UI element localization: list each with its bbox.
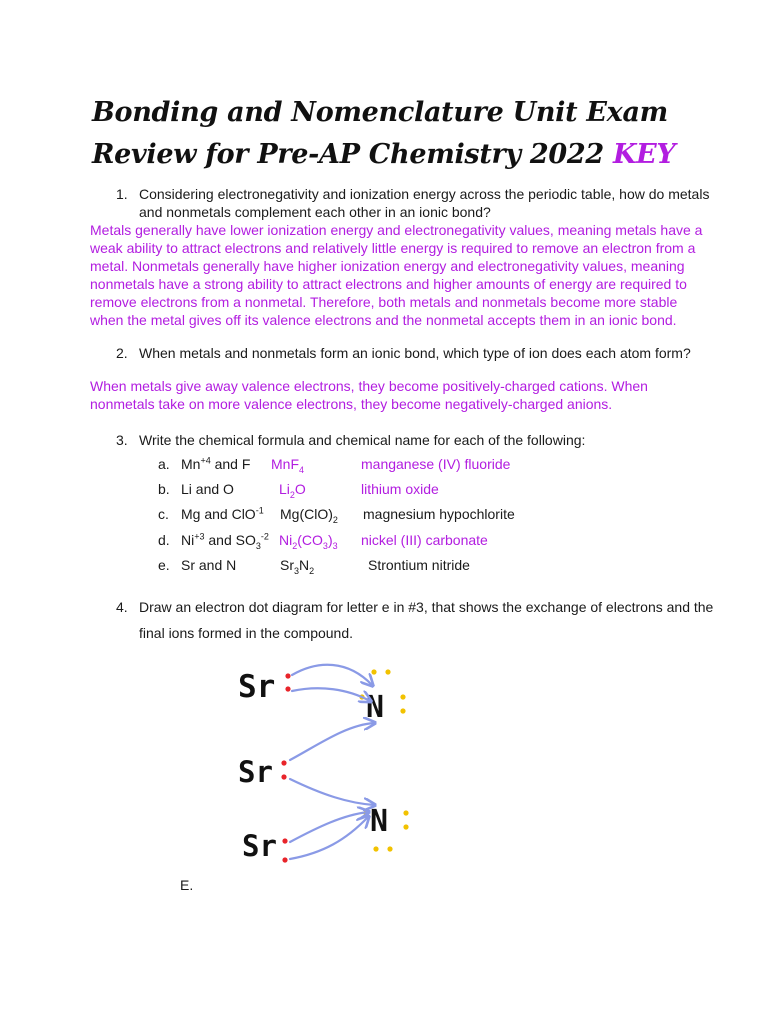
row-name: lithium oxide bbox=[361, 481, 439, 497]
n-electron-dot bbox=[371, 669, 376, 674]
formula-row bbox=[158, 531, 758, 549]
row-name: magnesium hypochlorite bbox=[363, 506, 515, 522]
row-formula: MnF$_4$ bbox=[271, 456, 305, 475]
n-electron-dot bbox=[373, 846, 378, 851]
page-title bbox=[92, 92, 732, 176]
trailing-label: E. bbox=[180, 877, 194, 893]
question-number: 3. bbox=[116, 432, 128, 448]
sr-electron-dot bbox=[281, 760, 286, 765]
formula-row bbox=[158, 455, 758, 473]
row-name: Strontium nitride bbox=[368, 557, 470, 573]
electron-transfer-arrows bbox=[290, 665, 374, 859]
formula-row bbox=[158, 480, 758, 498]
n-symbol: N bbox=[370, 804, 389, 839]
row-formula: $Li_2O$ bbox=[279, 481, 306, 500]
question-number: 4. bbox=[116, 599, 128, 615]
row-pair: Mg and ClO$^{-1}$ bbox=[181, 505, 264, 522]
row-letter: e. bbox=[158, 557, 170, 573]
row-letter: c. bbox=[158, 506, 169, 522]
row-pair: Sr and N bbox=[181, 557, 237, 573]
row-pair: Li and O bbox=[181, 481, 234, 497]
question-number: 2. bbox=[116, 345, 128, 361]
question-line: Considering electronegativity and ionization energy across the periodic table, how do metals bbox=[139, 186, 710, 202]
answer-line: nonmetals have a strong ability to attract electrons and higher amounts of energy are required to bbox=[90, 276, 687, 292]
transfer-arrow bbox=[292, 665, 372, 685]
answer-1 bbox=[90, 221, 730, 329]
n-electron-dot bbox=[385, 669, 390, 674]
answer-2 bbox=[90, 377, 730, 413]
row-name: nickel (III) carbonate bbox=[361, 532, 488, 548]
question-line: final ions formed in the compound. bbox=[139, 625, 354, 641]
question-2 bbox=[116, 344, 736, 362]
row-name: manganese (IV) fluoride bbox=[361, 456, 511, 472]
question-line: When metals and nonmetals form an ionic bond, which type of ion does each atom form? bbox=[139, 345, 691, 361]
question-line: Draw an electron dot diagram for letter e in #3, that shows the exchange of electrons and the bbox=[139, 599, 714, 615]
title-main: Bonding and Nomenclature Unit Exam Review for Pre-AP Chemistry 2022 bbox=[92, 97, 668, 170]
n-electron-dot bbox=[403, 810, 408, 815]
formula-row bbox=[158, 556, 758, 574]
n-symbol: N bbox=[366, 690, 385, 725]
transfer-arrow bbox=[292, 688, 370, 701]
question-4 bbox=[116, 598, 756, 644]
row-letter: b. bbox=[158, 481, 170, 497]
sr-electron-dot bbox=[282, 838, 287, 843]
sr-electron-dot bbox=[282, 857, 287, 862]
sr-symbol: Sr bbox=[238, 669, 276, 705]
n-electron-dot bbox=[400, 708, 405, 713]
answer-line: weak ability to attract electrons and relatively little energy is required to remove an electron from a bbox=[90, 240, 696, 256]
n-electron-dot bbox=[400, 694, 405, 699]
question-1 bbox=[116, 185, 716, 221]
answer-line: remove electrons from a nonmetal. Therefore, both metals and nonmetals become more stable bbox=[90, 294, 678, 310]
row-letter: a. bbox=[158, 456, 170, 472]
formula-row bbox=[158, 505, 758, 523]
sr-symbol: Sr bbox=[242, 829, 277, 863]
n-electron-dot bbox=[387, 846, 392, 851]
transfer-arrow bbox=[290, 779, 374, 805]
row-formula: $Ni_2(CO_3)_3$ bbox=[279, 532, 338, 551]
transfer-arrow bbox=[290, 723, 374, 760]
question-3 bbox=[116, 431, 736, 449]
answer-line: nonmetals take on more valence electrons, they become negatively-charged anions. bbox=[90, 396, 613, 412]
sr-electron-dot bbox=[281, 774, 286, 779]
electron-dot-diagram bbox=[228, 655, 428, 870]
row-letter: d. bbox=[158, 532, 170, 548]
answer-line: when the metal gives off its valence electrons and the nonmetal accepts them in an ionic bond. bbox=[90, 312, 677, 328]
sr-symbol: Sr bbox=[238, 755, 273, 789]
row-formula: $Sr_3N_2$ bbox=[280, 557, 315, 576]
sr-electron-dot bbox=[285, 673, 290, 678]
question-number: 1. bbox=[116, 186, 128, 202]
question-line: Write the chemical formula and chemical name for each of the following: bbox=[139, 432, 586, 448]
answer-line: When metals give away valence electrons, they become positively-charged cations. When bbox=[90, 378, 648, 394]
title-key: KEY bbox=[612, 139, 676, 170]
row-pair: $Ni^{+3}$ and $SO_3^{-2}$ bbox=[181, 531, 269, 551]
row-formula: $Mg(ClO)_2$ bbox=[280, 506, 338, 525]
n-electron-dot bbox=[403, 824, 408, 829]
answer-line: Metals generally have lower ionization energy and electronegativity values, meaning metals have a bbox=[90, 222, 703, 238]
question-line: and nonmetals complement each other in an ionic bond? bbox=[139, 204, 491, 220]
sr-electron-dot bbox=[285, 686, 290, 691]
row-pair: $Mn^{+4}$ and F bbox=[181, 455, 251, 472]
answer-line: metal. Nonmetals generally have higher ionization energy and electronegativity values, meaning bbox=[90, 258, 685, 274]
